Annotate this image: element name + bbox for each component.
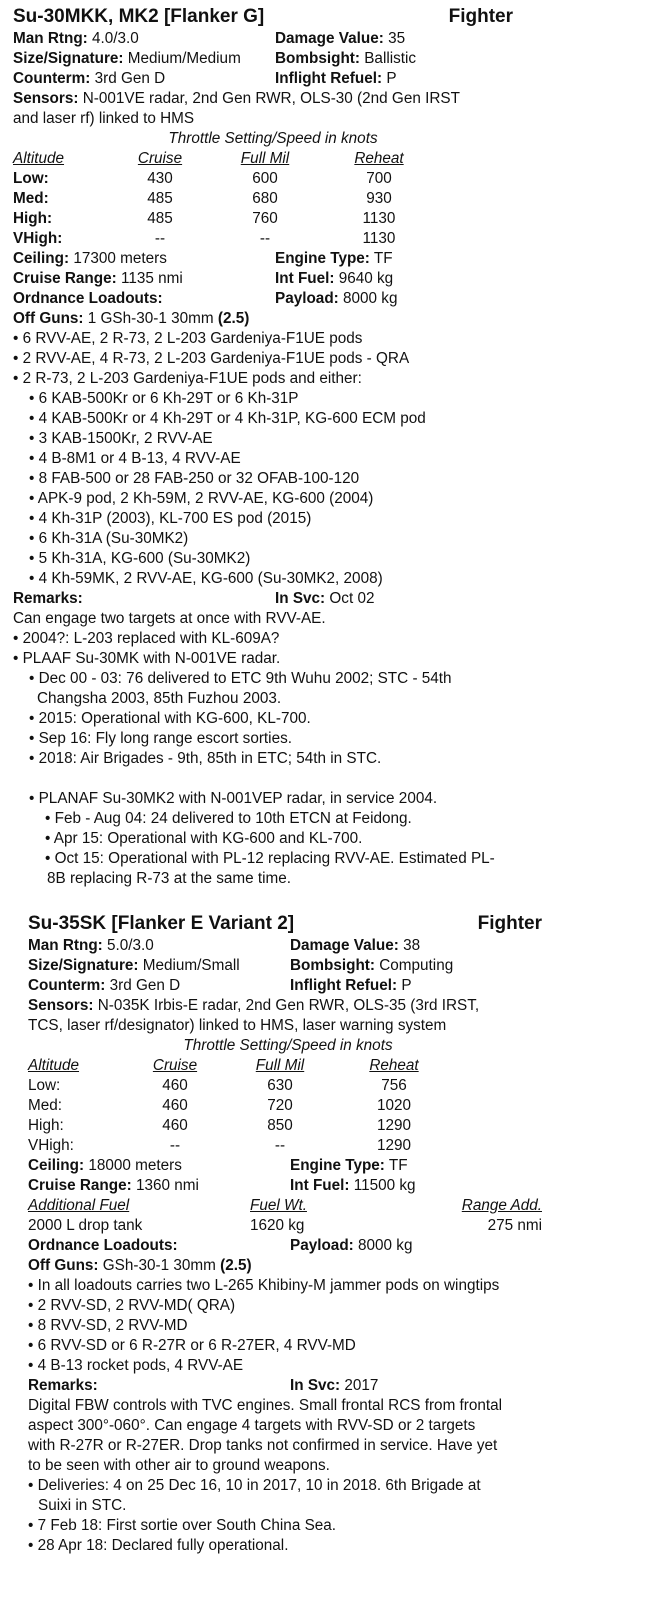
speed-reheat: 1130 [362,210,396,227]
entry-header [13,5,573,29]
guns-value: 1 GSh-30-1 30mm [87,310,214,327]
guns-label: Off Guns: [28,1257,99,1274]
insvc-label: In Svc: [290,1377,341,1394]
remark-line: • 28 Apr 18: Declared fully operational. [28,1537,289,1554]
counterm-label: Counterm: [28,977,106,994]
planaf-note: • PLANAF Su-30MK2 with N-001VEP radar, in service 2004. [29,790,438,807]
sensors-line [28,996,558,1016]
ordnance-label: Ordnance Loadouts: [28,1237,178,1254]
speed-alt: Med: [13,190,49,207]
remark-line: Digital FBW controls with TVC engines. Small frontal RCS from frontal [28,1397,503,1414]
speed-fullmil: 630 [267,1077,293,1094]
speed-reheat: 1290 [376,1117,412,1134]
col-fullmil: Full Mil [240,150,290,167]
sub-loadout-item: • 4 Kh-31P (2003), KL-700 ES pod (2015) [29,510,312,527]
aircraft-role: Fighter [477,913,542,934]
speed-alt: High: [13,210,53,227]
sensors-line [13,89,573,109]
loadout-item: • 6 RVV-SD or 6 R-27R or 6 R-27ER, 4 RVV-MD [28,1337,356,1354]
fuel-weight: 1620 kg [250,1217,305,1234]
aircraft-name: Su-30MKK, MK2 [Flanker G] [13,6,265,27]
remarks-label: Remarks: [13,590,83,607]
planaf-sub-note: • Oct 15: Operational with PL-12 replacing RVV-AE. Estimated PL- [45,850,495,867]
ceiling-value: 17300 meters [73,250,167,267]
size-row [13,49,573,69]
guns-value: GSh-30-1 30mm [102,1257,216,1274]
loadout-item: • In all loadouts carries two L-265 Khibiny-M jammer pods on wingtips [28,1277,500,1294]
remark-line: with R-27R or R-27ER. Drop tanks not confirmed in service. Have yet [28,1437,498,1454]
col-altitude: Altitude [28,1057,80,1074]
loadout-item: • 2 RVV-AE, 4 R-73, 2 L-203 Gardeniya-F1UE pods - QRA [13,350,410,367]
speed-fullmil: 850 [267,1117,293,1134]
planaf-sub-note: 8B replacing R-73 at the same time. [47,870,292,887]
man-rtng-label: Man Rtng: [28,937,103,954]
size-label: Size/Signature: [28,957,139,974]
counterm-row [28,976,558,996]
range-row [13,269,573,289]
speed-row [28,1096,558,1116]
plaaf-note: Changsha 2003, 85th Fuzhou 2003. [37,690,282,707]
sensors-label: Sensors: [28,997,94,1014]
remark-line: to be seen with other air to ground weapons. [28,1457,330,1474]
col-reheat: Reheat [354,150,404,167]
guns-line [28,1256,558,1276]
plaaf-note: • 2015: Operational with KG-600, KL-700. [29,710,311,727]
intfuel-label: Int Fuel: [275,270,335,287]
speed-fullmil: 680 [252,190,278,207]
speed-cruise: -- [154,230,166,247]
speed-fullmil: 760 [252,210,278,227]
speed-cruise: -- [169,1137,181,1154]
ceiling-row [13,249,573,269]
damage-label: Damage Value: [275,30,384,47]
aircraft-entry-su30mkk [13,5,573,889]
range-label: Cruise Range: [13,270,117,287]
intfuel-value: 11500 kg [353,1177,416,1194]
sub-loadout-item: • 8 FAB-500 or 28 FAB-250 or 32 OFAB-100-120 [29,470,360,487]
col-cruise: Cruise [152,1057,198,1074]
speed-fullmil: 720 [267,1097,293,1114]
engine-label: Engine Type: [290,1157,385,1174]
col-range-add: Range Add. [461,1197,542,1214]
speed-alt: Low: [13,170,49,187]
remarks-row [28,1376,558,1396]
sub-loadout-item: • APK-9 pod, 2 Kh-59M, 2 RVV-AE, KG-600 (2004) [29,490,374,507]
speed-cruise: 430 [147,170,173,187]
intfuel-label: Int Fuel: [290,1177,350,1194]
speed-header-row [13,149,573,169]
range-value: 1135 nmi [120,270,183,287]
ceiling-value: 18000 meters [88,1157,182,1174]
sensors-value: N-035K Irbis-E radar, 2nd Gen RWR, OLS-35 (3rd IRST, [97,997,480,1014]
bombsight-label: Bombsight: [275,50,360,67]
speed-cruise: 485 [147,190,173,207]
speed-reheat: 1290 [376,1137,412,1154]
range-label: Cruise Range: [28,1177,132,1194]
speed-row [13,229,573,249]
engine-label: Engine Type: [275,250,370,267]
counterm-row [13,69,573,89]
col-additional-fuel: Additional Fuel [28,1197,130,1214]
size-row [28,956,558,976]
damage-value: 38 [403,937,421,954]
rating-row [13,29,573,49]
loadout-item: • 2 RVV-SD, 2 RVV-MD( QRA) [28,1297,236,1314]
remarks-row [13,589,573,609]
speed-row [28,1136,558,1156]
speed-alt: Med: [28,1097,63,1114]
sub-loadout-item: • 5 Kh-31A, KG-600 (Su-30MK2) [29,550,251,567]
aircraft-entry-su35sk [28,912,558,1556]
plaaf-note: • 2018: Air Brigades - 9th, 85th in ETC; 54th in STC. [29,750,382,767]
speed-header-row [28,1056,558,1076]
fuel-type: 2000 L drop tank [28,1217,143,1234]
fuel-row [28,1216,558,1236]
speed-row [28,1116,558,1136]
remark-line: • 2004?: L-203 replaced with KL-609A? [13,630,280,647]
plaaf-note: • Dec 00 - 03: 76 delivered to ETC 9th Wuhu 2002; STC - 54th [29,670,452,687]
speed-fullmil: -- [259,230,271,247]
man-rtng-value: 4.0/3.0 [92,30,139,47]
payload-label: Payload: [290,1237,354,1254]
remarks-label: Remarks: [28,1377,98,1394]
payload-label: Payload: [275,290,339,307]
speed-fullmil: -- [274,1137,286,1154]
speed-reheat: 930 [366,190,392,207]
sub-loadout-item: • 4 KAB-500Kr or 4 Kh-29T or 4 Kh-31P, KG-600 ECM pod [29,410,426,427]
loadout-item: • 4 B-13 rocket pods, 4 RVV-AE [28,1357,244,1374]
remark-line: Suixi in STC. [38,1497,127,1514]
bombsight-label: Bombsight: [290,957,375,974]
counterm-label: Counterm: [13,70,91,87]
ordnance-row [13,289,573,309]
remark-line: Can engage two targets at once with RVV-AE. [13,610,326,627]
size-label: Size/Signature: [13,50,124,67]
damage-value: 35 [388,30,406,47]
speed-cruise: 460 [162,1117,188,1134]
size-value: Medium/Small [142,957,240,974]
range-value: 1360 nmi [135,1177,199,1194]
planaf-sub-note: • Feb - Aug 04: 24 delivered to 10th ETCN at Feidong. [45,810,412,827]
counterm-value: 3rd Gen D [94,70,166,87]
remark-line: • 7 Feb 18: First sortie over South China Sea. [28,1517,337,1534]
refuel-value: P [386,70,397,87]
remark-line: • Deliveries: 4 on 25 Dec 16, 10 in 2017, 10 in 2018. 6th Brigade at [28,1477,481,1494]
sub-loadout-item: • 6 KAB-500Kr or 6 Kh-29T or 6 Kh-31P [29,390,299,407]
ordnance-row [28,1236,558,1256]
loadout-item: • 8 RVV-SD, 2 RVV-MD [28,1317,188,1334]
speed-alt: Low: [28,1077,61,1094]
sensors-value: N-001VE radar, 2nd Gen RWR, OLS-30 (2nd Gen IRST [82,90,460,107]
speed-alt: VHigh: [28,1137,74,1154]
sensors-label: Sensors: [13,90,79,107]
engine-value: TF [388,1157,408,1174]
speed-reheat: 700 [366,170,392,187]
sub-loadout-item: • 4 B-8M1 or 4 B-13, 4 RVV-AE [29,450,241,467]
remark-line: • PLAAF Su-30MK with N-001VE radar. [13,650,281,667]
ceiling-label: Ceiling: [13,250,70,267]
guns-line [13,309,573,329]
bombsight-value: Ballistic [364,50,417,67]
ordnance-label: Ordnance Loadouts: [13,290,163,307]
col-reheat: Reheat [369,1057,419,1074]
throttle-caption: Throttle Setting/Speed in knots [168,130,378,147]
intfuel-value: 9640 kg [338,270,394,287]
fuel-range: 275 nmi [487,1217,542,1234]
sub-loadout-item: • 4 Kh-59MK, 2 RVV-AE, KG-600 (Su-30MK2, 2008) [29,570,383,587]
loadout-item: • 2 R-73, 2 L-203 Gardeniya-F1UE pods and either: [13,370,362,387]
speed-row [13,169,573,189]
ceiling-row [28,1156,558,1176]
speed-reheat: 1130 [362,230,396,247]
bombsight-value: Computing [379,957,454,974]
man-rtng-value: 5.0/3.0 [107,937,154,954]
counterm-value: 3rd Gen D [109,977,181,994]
speed-alt: VHigh: [13,230,63,247]
engine-value: TF [373,250,393,267]
ceiling-label: Ceiling: [28,1157,85,1174]
sensors-line-2: TCS, laser rf/designator) linked to HMS, laser warning system [28,1017,447,1034]
sub-loadout-item: • 3 KAB-1500Kr, 2 RVV-AE [29,430,213,447]
sub-loadout-item: • 6 Kh-31A (Su-30MK2) [29,530,189,547]
speed-cruise: 460 [162,1097,188,1114]
speed-alt: High: [28,1117,64,1134]
refuel-label: Inflight Refuel: [275,70,383,87]
speed-row [13,209,573,229]
sensors-line-2: and laser rf) linked to HMS [13,110,195,127]
col-fuel-wt: Fuel Wt. [250,1197,307,1214]
range-row [28,1176,558,1196]
speed-reheat: 756 [381,1077,407,1094]
aircraft-role: Fighter [448,6,513,27]
plaaf-note: • Sep 16: Fly long range escort sorties. [29,730,292,747]
damage-label: Damage Value: [290,937,399,954]
col-fullmil: Full Mil [255,1057,305,1074]
speed-row [13,189,573,209]
loadout-item: • 6 RVV-AE, 2 R-73, 2 L-203 Gardeniya-F1UE pods [13,330,363,347]
speed-row [28,1076,558,1096]
planaf-sub-note: • Apr 15: Operational with KG-600 and KL-700. [45,830,363,847]
rating-row [28,936,558,956]
size-value: Medium/Medium [127,50,241,67]
insvc-value: Oct 02 [329,590,375,607]
insvc-label: In Svc: [275,590,326,607]
guns-label: Off Guns: [13,310,84,327]
speed-reheat: 1020 [376,1097,412,1114]
speed-cruise: 485 [147,210,173,227]
payload-value: 8000 kg [343,290,398,307]
speed-fullmil: 600 [252,170,278,187]
guns-rating: (2.5) [220,1257,252,1274]
entry-header [28,912,558,936]
payload-value: 8000 kg [358,1237,413,1254]
col-cruise: Cruise [137,150,183,167]
col-altitude: Altitude [13,150,65,167]
refuel-label: Inflight Refuel: [290,977,398,994]
refuel-value: P [401,977,412,994]
fuel-header-row [28,1196,558,1216]
remark-line: aspect 300°-060°. Can engage 4 targets with RVV-SD or 2 targets [28,1417,476,1434]
spacer [13,769,573,789]
guns-rating: (2.5) [217,310,250,327]
man-rtng-label: Man Rtng: [13,30,88,47]
speed-cruise: 460 [162,1077,188,1094]
aircraft-name: Su-35SK [Flanker E Variant 2] [28,913,295,934]
insvc-value: 2017 [344,1377,379,1394]
throttle-caption: Throttle Setting/Speed in knots [183,1037,393,1054]
